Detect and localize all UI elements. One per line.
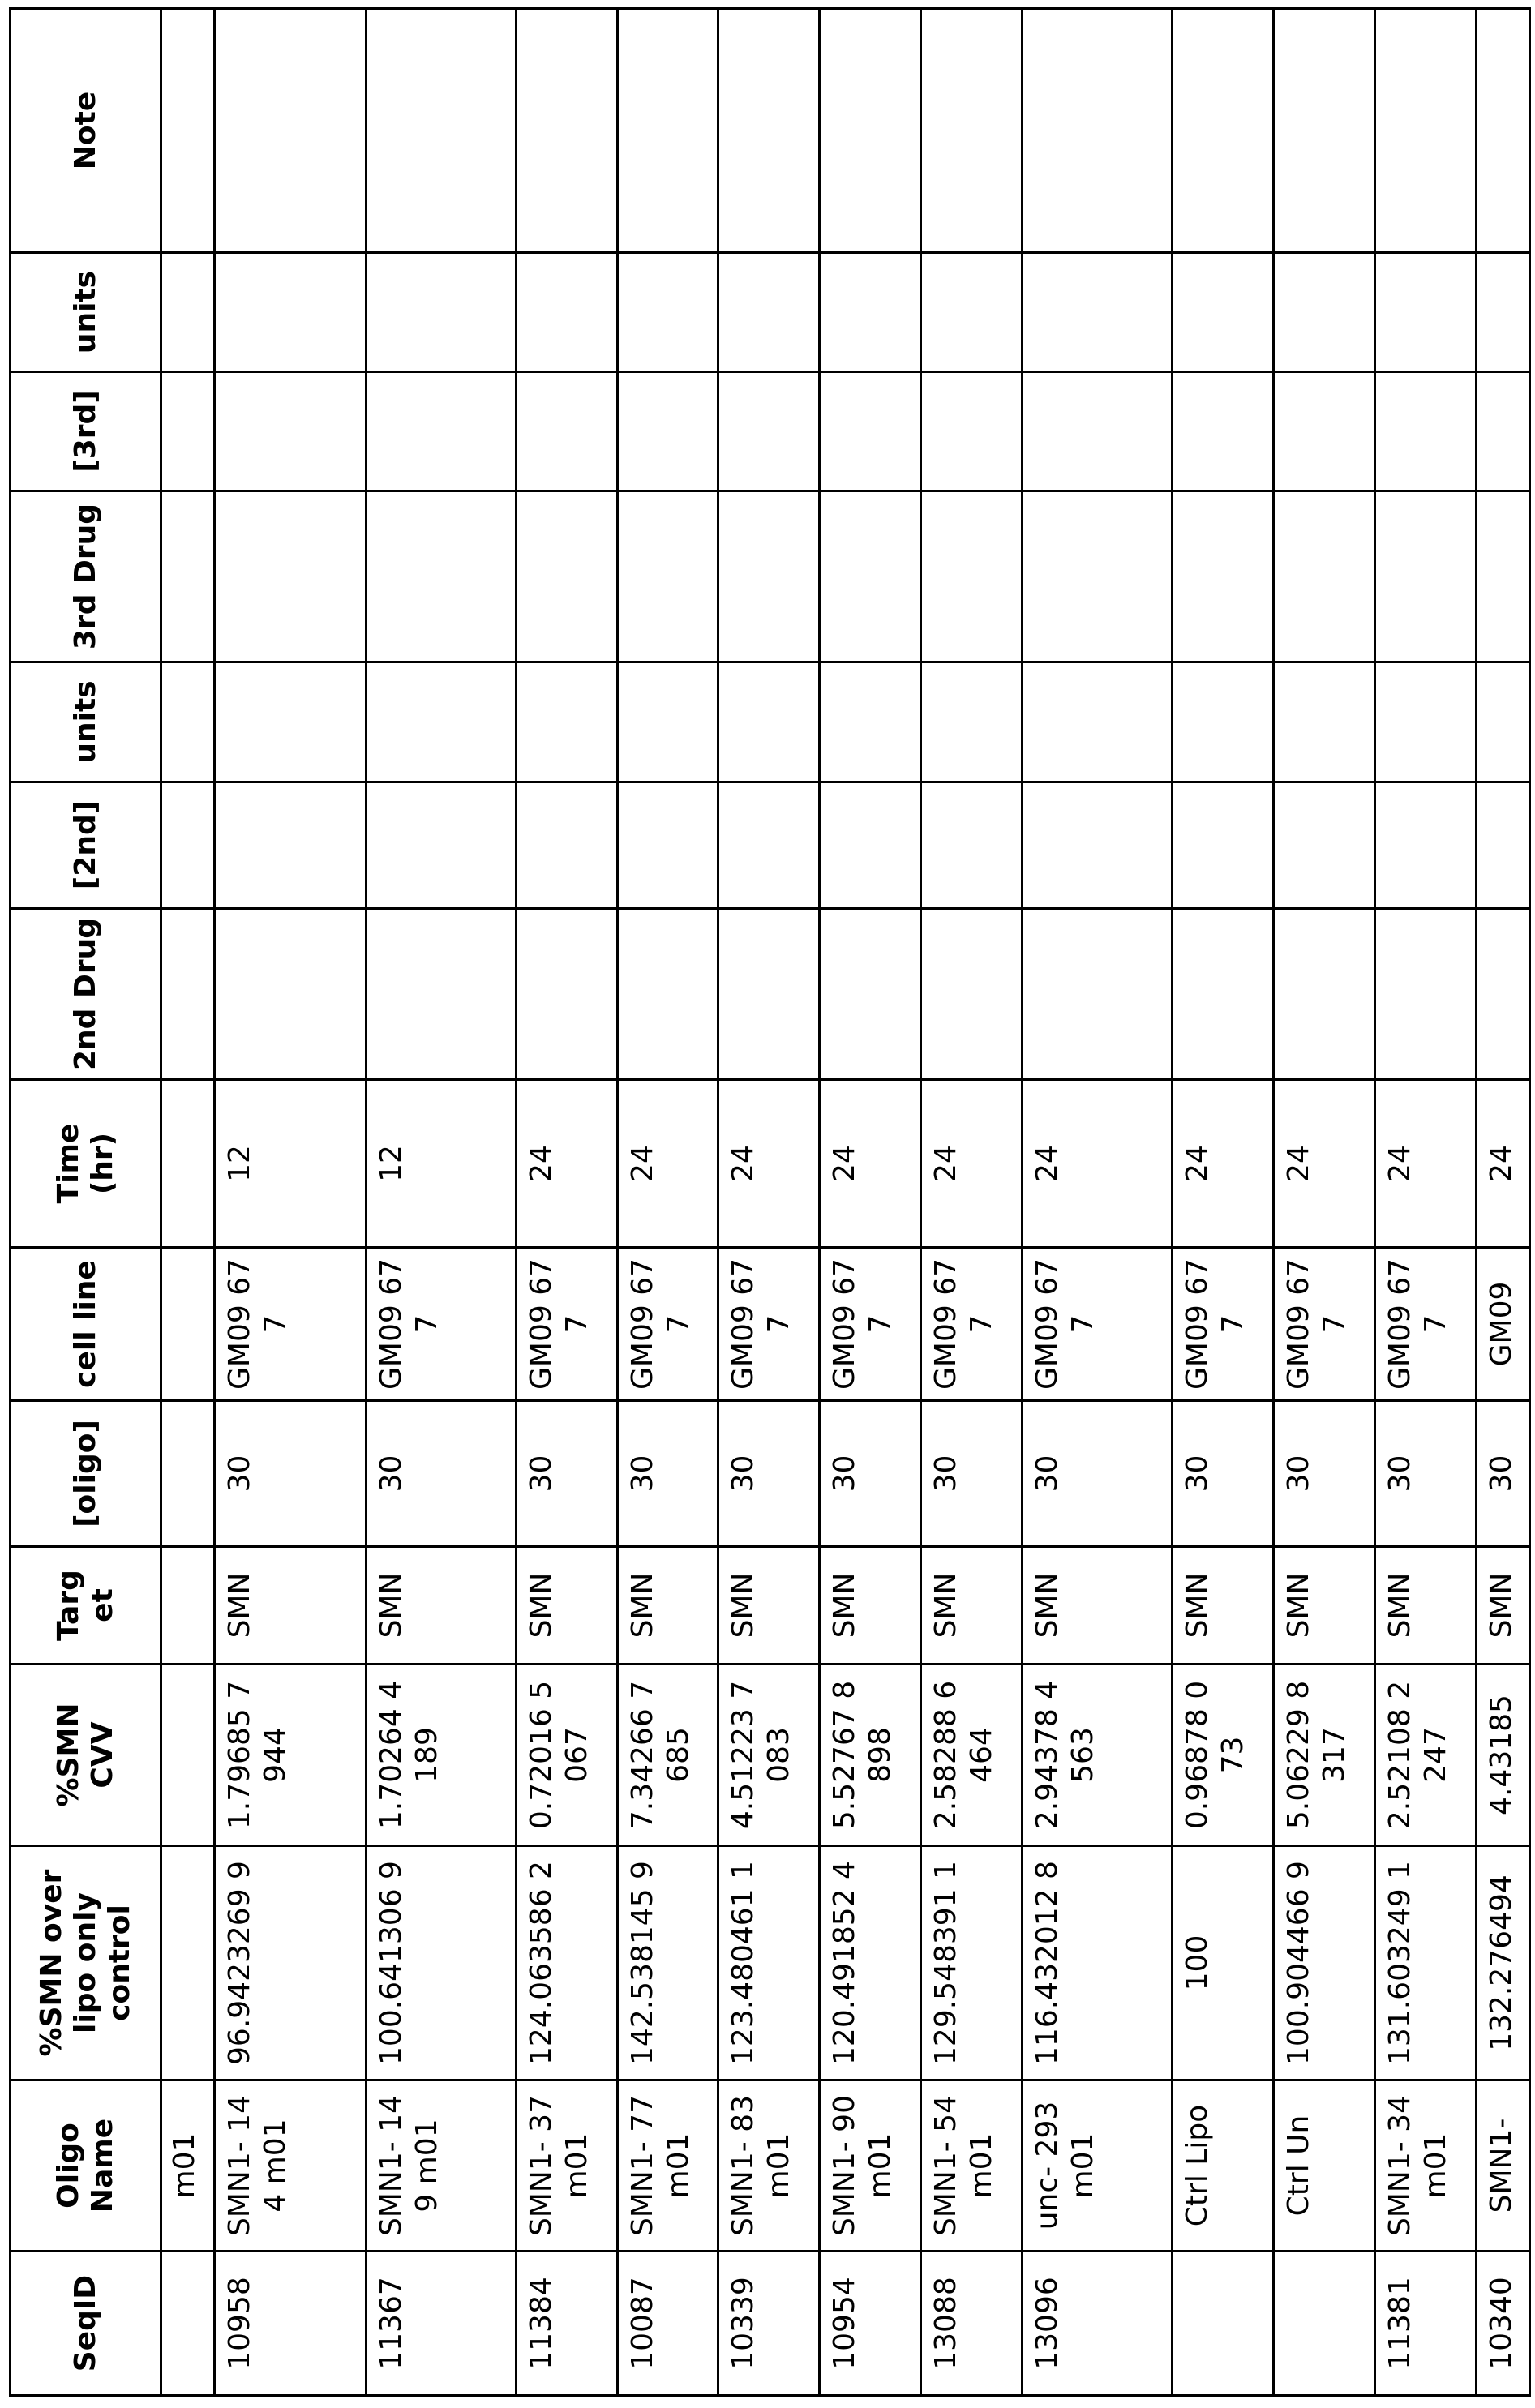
cell-pct-smn-cvv: 2.58288 6464 [921, 1665, 1023, 1846]
cell-target [161, 1547, 215, 1665]
cell-2nd-drug [1375, 909, 1477, 1080]
cell-2nd-drug [820, 909, 921, 1080]
cell-units-2 [1274, 662, 1375, 782]
cell-time-hr: 24 [1023, 1080, 1173, 1248]
cell-target: SMN [1375, 1547, 1477, 1665]
cell-pct-smn-cvv: 1.79685 7944 [215, 1665, 367, 1846]
cell-2nd-drug [1274, 909, 1375, 1080]
cell-3rd-conc [1274, 372, 1375, 491]
cell-2nd-drug [215, 909, 367, 1080]
results-table [9, 7, 1531, 2397]
cell-3rd-drug [517, 491, 618, 662]
header-time-hr: Time (hr) [11, 1080, 161, 1248]
cell-pct-smn-over-lipo: 96.9423269 9 [215, 1846, 367, 2080]
cell-3rd-drug [1173, 491, 1274, 662]
cell-3rd-conc [215, 372, 367, 491]
cell-3rd-drug [921, 491, 1023, 662]
table-row [517, 9, 618, 2396]
cell-2nd-drug [618, 909, 718, 1080]
cell-3rd-drug [618, 491, 718, 662]
table-row [161, 9, 215, 2396]
cell-pct-smn-cvv: 4.51223 7083 [718, 1665, 820, 1846]
cell-oligo-conc: 30 [1023, 1401, 1173, 1547]
cell-2nd-drug [1173, 909, 1274, 1080]
cell-oligo-name: SMN1- [1477, 2080, 1530, 2252]
cell-seqid: 10339 [718, 2252, 820, 2396]
cell-3rd-conc [820, 372, 921, 491]
cell-pct-smn-cvv: 5.06229 8317 [1274, 1665, 1375, 1846]
table-row [1274, 9, 1375, 2396]
cell-2nd-conc [1375, 782, 1477, 909]
cell-pct-smn-cvv [161, 1665, 215, 1846]
cell-oligo-conc: 30 [367, 1401, 517, 1547]
cell-units-2 [517, 662, 618, 782]
cell-seqid [1173, 2252, 1274, 2396]
cell-pct-smn-cvv: 0.96878 073 [1173, 1665, 1274, 1846]
header-2nd-drug: 2nd Drug [11, 909, 161, 1080]
cell-note [1274, 9, 1375, 253]
cell-cell-line: GM09 [1477, 1248, 1530, 1401]
cell-cell-line: GM09 677 [820, 1248, 921, 1401]
header-units-2: units [11, 662, 161, 782]
cell-units-3 [1173, 253, 1274, 372]
header-2nd-conc: [2nd] [11, 782, 161, 909]
cell-2nd-conc [367, 782, 517, 909]
header-pct-smn-over-lipo: %SMN over lipo only control [11, 1846, 161, 2080]
table-row [618, 9, 718, 2396]
cell-oligo-conc: 30 [215, 1401, 367, 1547]
table-row [1023, 9, 1173, 2396]
cell-oligo-conc: 30 [1375, 1401, 1477, 1547]
cell-oligo-conc: 30 [517, 1401, 618, 1547]
cell-2nd-drug [921, 909, 1023, 1080]
cell-seqid: 13088 [921, 2252, 1023, 2396]
cell-3rd-conc [517, 372, 618, 491]
cell-seqid: 10340 [1477, 2252, 1530, 2396]
header-cell-line: cell line [11, 1248, 161, 1401]
cell-2nd-conc [618, 782, 718, 909]
table-row [1173, 9, 1274, 2396]
cell-units-3 [1477, 253, 1530, 372]
cell-units-2 [921, 662, 1023, 782]
cell-time-hr: 24 [718, 1080, 820, 1248]
cell-pct-smn-over-lipo: 132.276494 [1477, 1846, 1530, 2080]
cell-time-hr: 24 [921, 1080, 1023, 1248]
cell-units-3 [215, 253, 367, 372]
cell-oligo-name: SMN1- 90 m01 [820, 2080, 921, 2252]
header-row [11, 9, 161, 2396]
cell-time-hr: 24 [820, 1080, 921, 1248]
cell-2nd-conc [921, 782, 1023, 909]
cell-oligo-name: SMN1- 34 m01 [1375, 2080, 1477, 2252]
cell-2nd-drug [1023, 909, 1173, 1080]
cell-target: SMN [517, 1547, 618, 1665]
cell-note [367, 9, 517, 253]
cell-pct-smn-over-lipo: 116.432012 8 [1023, 1846, 1173, 2080]
cell-cell-line: GM09 677 [921, 1248, 1023, 1401]
cell-pct-smn-over-lipo: 124.063586 2 [517, 1846, 618, 2080]
cell-3rd-conc [1375, 372, 1477, 491]
cell-note [618, 9, 718, 253]
cell-oligo-name: SMN1- 77 m01 [618, 2080, 718, 2252]
cell-units-3 [161, 253, 215, 372]
cell-3rd-drug [161, 491, 215, 662]
header-pct-smn-cvv: %SMN CVV [11, 1665, 161, 1846]
cell-seqid [161, 2252, 215, 2396]
cell-target: SMN [215, 1547, 367, 1665]
cell-pct-smn-cvv: 0.72016 5067 [517, 1665, 618, 1846]
cell-units-2 [1375, 662, 1477, 782]
cell-units-2 [161, 662, 215, 782]
table-row [215, 9, 367, 2396]
cell-3rd-drug [1023, 491, 1173, 662]
cell-pct-smn-over-lipo: 131.603249 1 [1375, 1846, 1477, 2080]
cell-units-2 [215, 662, 367, 782]
cell-3rd-conc [1477, 372, 1530, 491]
cell-seqid: 11381 [1375, 2252, 1477, 2396]
cell-note [718, 9, 820, 253]
cell-units-3 [718, 253, 820, 372]
cell-2nd-conc [517, 782, 618, 909]
cell-3rd-drug [1477, 491, 1530, 662]
cell-seqid: 11384 [517, 2252, 618, 2396]
cell-units-3 [921, 253, 1023, 372]
cell-units-3 [820, 253, 921, 372]
cell-units-3 [618, 253, 718, 372]
cell-units-3 [1274, 253, 1375, 372]
cell-cell-line: GM09 677 [1023, 1248, 1173, 1401]
cell-pct-smn-cvv: 2.94378 4563 [1023, 1665, 1173, 1846]
table-row [367, 9, 517, 2396]
cell-pct-smn-cvv: 2.52108 2247 [1375, 1665, 1477, 1846]
cell-units-3 [517, 253, 618, 372]
cell-2nd-conc [820, 782, 921, 909]
table-row [1375, 9, 1477, 2396]
cell-target: SMN [1023, 1547, 1173, 1665]
cell-cell-line: GM09 677 [215, 1248, 367, 1401]
cell-pct-smn-over-lipo: 142.538145 9 [618, 1846, 718, 2080]
cell-time-hr: 12 [367, 1080, 517, 1248]
cell-target: SMN [1274, 1547, 1375, 1665]
cell-note [161, 9, 215, 253]
cell-time-hr: 24 [1477, 1080, 1530, 1248]
cell-pct-smn-over-lipo: 100 [1173, 1846, 1274, 2080]
table-row [921, 9, 1023, 2396]
cell-note [1477, 9, 1530, 253]
cell-target: SMN [820, 1547, 921, 1665]
cell-cell-line: GM09 677 [1274, 1248, 1375, 1401]
cell-cell-line: GM09 677 [618, 1248, 718, 1401]
cell-3rd-drug [820, 491, 921, 662]
cell-target: SMN [367, 1547, 517, 1665]
cell-target: SMN [618, 1547, 718, 1665]
cell-pct-smn-over-lipo [161, 1846, 215, 2080]
cell-note [1173, 9, 1274, 253]
cell-2nd-drug [161, 909, 215, 1080]
cell-target: SMN [1173, 1547, 1274, 1665]
cell-time-hr: 12 [215, 1080, 367, 1248]
cell-oligo-name: SMN1- 37 m01 [517, 2080, 618, 2252]
cell-time-hr: 24 [517, 1080, 618, 1248]
cell-2nd-conc [718, 782, 820, 909]
cell-oligo-name: Ctrl Lipo [1173, 2080, 1274, 2252]
cell-cell-line: GM09 677 [1375, 1248, 1477, 1401]
cell-target: SMN [718, 1547, 820, 1665]
cell-oligo-name: SMN1- 144 m01 [215, 2080, 367, 2252]
cell-pct-smn-over-lipo: 129.548391 1 [921, 1846, 1023, 2080]
cell-3rd-drug [1274, 491, 1375, 662]
cell-pct-smn-over-lipo: 123.480461 1 [718, 1846, 820, 2080]
cell-note [215, 9, 367, 253]
cell-3rd-conc [161, 372, 215, 491]
header-note: Note [11, 9, 161, 253]
cell-3rd-drug [1375, 491, 1477, 662]
cell-2nd-conc [1274, 782, 1375, 909]
cell-oligo-conc: 30 [1477, 1401, 1530, 1547]
table-row [820, 9, 921, 2396]
cell-oligo-name: SMN1- 149 m01 [367, 2080, 517, 2252]
cell-units-3 [1023, 253, 1173, 372]
cell-units-2 [1173, 662, 1274, 782]
cell-oligo-name: SMN1- 54 m01 [921, 2080, 1023, 2252]
cell-cell-line: GM09 677 [517, 1248, 618, 1401]
rotated-table-container [9, 10, 1529, 2397]
cell-units-2 [367, 662, 517, 782]
header-oligo-conc: [oligo] [11, 1401, 161, 1547]
cell-oligo-conc: 30 [1173, 1401, 1274, 1547]
header-target: Targ et [11, 1547, 161, 1665]
cell-units-2 [820, 662, 921, 782]
cell-pct-smn-cvv: 4.43185 [1477, 1665, 1530, 1846]
cell-2nd-drug [718, 909, 820, 1080]
cell-cell-line: GM09 677 [1173, 1248, 1274, 1401]
cell-seqid [1274, 2252, 1375, 2396]
table-row [1477, 9, 1530, 2396]
cell-3rd-conc [718, 372, 820, 491]
header-3rd-drug: 3rd Drug [11, 491, 161, 662]
cell-seqid: 10958 [215, 2252, 367, 2396]
cell-units-2 [1477, 662, 1530, 782]
cell-time-hr: 24 [618, 1080, 718, 1248]
cell-2nd-drug [367, 909, 517, 1080]
cell-oligo-name: Ctrl Un [1274, 2080, 1375, 2252]
cell-pct-smn-over-lipo: 120.491852 4 [820, 1846, 921, 2080]
cell-3rd-conc [367, 372, 517, 491]
cell-2nd-drug [1477, 909, 1530, 1080]
cell-3rd-conc [1173, 372, 1274, 491]
cell-cell-line: GM09 677 [367, 1248, 517, 1401]
cell-oligo-conc: 30 [618, 1401, 718, 1547]
cell-oligo-conc: 30 [718, 1401, 820, 1547]
header-units-3: units [11, 253, 161, 372]
cell-note [1023, 9, 1173, 253]
cell-2nd-conc [215, 782, 367, 909]
cell-3rd-drug [718, 491, 820, 662]
cell-oligo-conc [161, 1401, 215, 1547]
cell-units-2 [618, 662, 718, 782]
header-seqid: SeqID [11, 2252, 161, 2396]
cell-target: SMN [1477, 1547, 1530, 1665]
header-3rd-conc: [3rd] [11, 372, 161, 491]
cell-2nd-conc [161, 782, 215, 909]
cell-pct-smn-cvv: 5.52767 8898 [820, 1665, 921, 1846]
cell-time-hr: 24 [1274, 1080, 1375, 1248]
cell-oligo-conc: 30 [820, 1401, 921, 1547]
table-row [718, 9, 820, 2396]
cell-3rd-drug [215, 491, 367, 662]
cell-units-2 [1023, 662, 1173, 782]
cell-time-hr [161, 1080, 215, 1248]
cell-3rd-conc [618, 372, 718, 491]
header-oligo-name: Oligo Name [11, 2080, 161, 2252]
cell-units-2 [718, 662, 820, 782]
cell-units-3 [367, 253, 517, 372]
cell-time-hr: 24 [1173, 1080, 1274, 1248]
cell-seqid: 10954 [820, 2252, 921, 2396]
cell-oligo-name: m01 [161, 2080, 215, 2252]
cell-2nd-conc [1477, 782, 1530, 909]
cell-note [921, 9, 1023, 253]
cell-target: SMN [921, 1547, 1023, 1665]
table-body [161, 9, 1530, 2396]
cell-pct-smn-over-lipo: 100.904466 9 [1274, 1846, 1375, 2080]
cell-2nd-conc [1173, 782, 1274, 909]
cell-oligo-conc: 30 [1274, 1401, 1375, 1547]
cell-pct-smn-over-lipo: 100.641306 9 [367, 1846, 517, 2080]
cell-3rd-conc [921, 372, 1023, 491]
cell-seqid: 10087 [618, 2252, 718, 2396]
cell-oligo-name: SMN1- 83 m01 [718, 2080, 820, 2252]
cell-cell-line [161, 1248, 215, 1401]
cell-seqid: 13096 [1023, 2252, 1173, 2396]
cell-3rd-conc [1023, 372, 1173, 491]
cell-pct-smn-cvv: 7.34266 7685 [618, 1665, 718, 1846]
cell-pct-smn-cvv: 1.70264 4189 [367, 1665, 517, 1846]
cell-note [1375, 9, 1477, 253]
cell-units-3 [1375, 253, 1477, 372]
cell-time-hr: 24 [1375, 1080, 1477, 1248]
cell-oligo-name: unc- 293 m01 [1023, 2080, 1173, 2252]
cell-note [820, 9, 921, 253]
cell-note [517, 9, 618, 253]
cell-2nd-drug [517, 909, 618, 1080]
cell-cell-line: GM09 677 [718, 1248, 820, 1401]
cell-seqid: 11367 [367, 2252, 517, 2396]
cell-3rd-drug [367, 491, 517, 662]
cell-oligo-conc: 30 [921, 1401, 1023, 1547]
cell-2nd-conc [1023, 782, 1173, 909]
